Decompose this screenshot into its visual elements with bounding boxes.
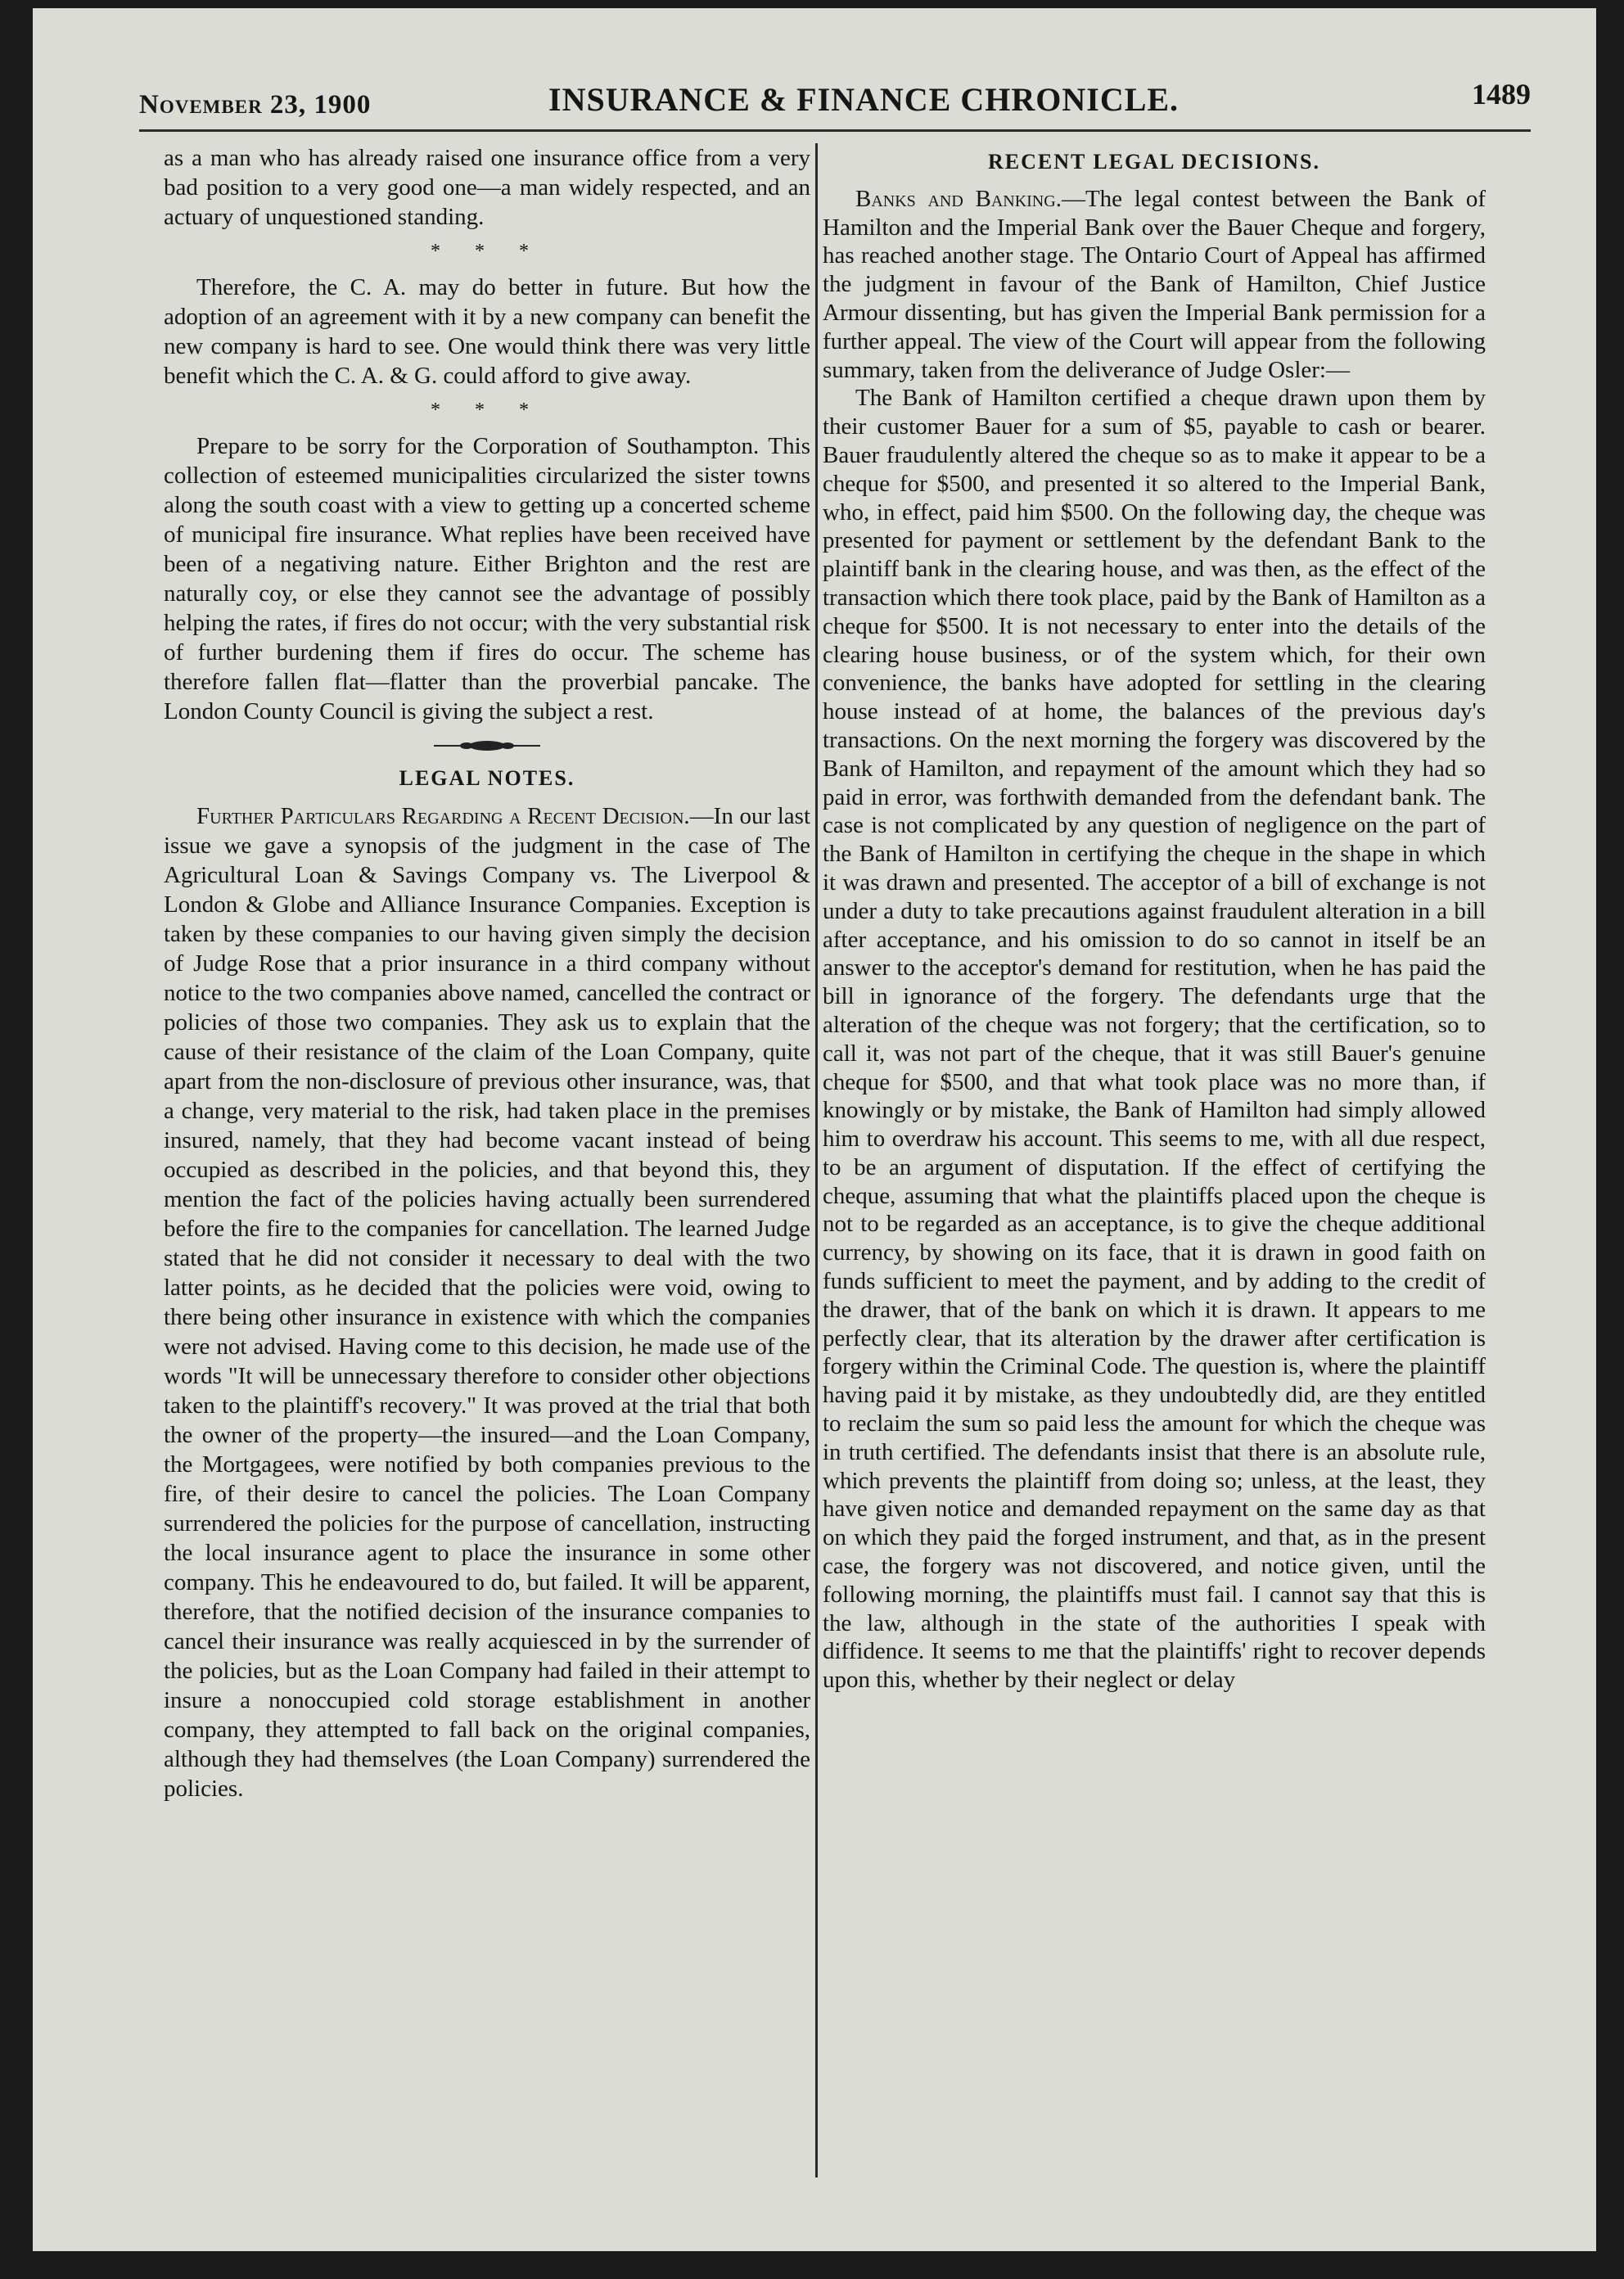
section-heading-recent-legal-decisions: RECENT LEGAL DECISIONS. (987, 150, 1321, 174)
right-column (823, 143, 1486, 1695)
banks-lead: Banks and Banking. (855, 185, 1062, 212)
paragraph-ca: Therefore, the C. A. may do better in future. But how the adoption of an agreement with it by a new company can benefit the new company is hard to see. One would think there was very little benefit which the C. A. & G. could afford to give away. (164, 274, 810, 389)
paragraph-osler-judgment: The Bank of Hamilton certified a cheque drawn upon them by their customer Bauer for a sum of $5, payable to cash or bearer. Bauer fraudulently altered the cheque so as to make it appear to be a cheque for $500, and presented it so altered to the Imperial Bank, who, in effect, paid him $500. On the following day, the cheque was presented for payment or settlement by the defendant Bank to the plaintiff bank in the clearing house, and was then, as the effect of the transaction which there took place, paid by the Bank of Hamilton as a cheque for $500. It is not necessary to enter into the details of the clearing house business, or of the system which, for their own convenience, the banks have adopted for settling in the clearing house instead of at home, the balances of the previous day's transactions. On the next morning the forgery was discovered by the Bank of Hamilton, and repayment of the amount which they had so paid in error, was forthwith demanded from the defendant bank. The case is not complicated by any question of negligence on the part of the Bank of Hamilton in certifying the cheque in the shape in which it was drawn and presented. The acceptor of a bill of exchange is not under a duty to take precautions against fraudulent alteration in a bill after acceptance, and his omission to do so cannot in itself be an answer to the acceptor's demand for restitution, when he has paid the bill in ignorance of the forgery. The defendants urge that the alteration of the cheque was not forgery; that the certification, so to call it, was not part of the cheque, that it was still Bauer's genuine cheque for $500, and that what took place was no more than, if knowingly or by mistake, the Bank of Hamilton had simply allowed him to overdraw his account. This seems to me, with all due respect, to be an argument of disputation. If the effect of certifying the cheque, assuming that what the plaintiffs placed upon the cheque is not to be regarded as an acceptance, is to give the cheque additional currency, by showing on its face, that it is drawn in good faith on funds sufficient to meet the payment, and by adding to the credit of the drawer, that of the bank on which it is drawn. It appears to me perfectly clear, that its alteration by the drawer after certification is forgery within the Criminal Code. The question is, where the plaintiff having paid it by mistake, as they undoubtedly did, are they entitled to reclaim the sum so paid less the amount for which the cheque was in truth certified. The defendants insist that there is an absolute rule, which prevents the plaintiff from doing so; unless, at the least, they have given notice and demanded repayment on the same day as that on which they paid the forged instrument, and that, as in the present case, the forgery was not discovered, and notice given, until the following morning, the plaintiffs must fail. I cannot say that this is the law, although in the state of the authorities I speak with diffidence. It seems to me that the plaintiffs' right to recover depends upon this, whether by their neglect or delay (823, 385, 1486, 1694)
legal-notes-lead: Further Particulars Regarding a Recent Decision. (196, 803, 690, 829)
issue-date: November 23, 1900 (139, 90, 372, 120)
newspaper-page (33, 8, 1596, 2251)
header-rule (139, 129, 1531, 132)
page-number: 1489 (1472, 78, 1531, 111)
page-header (139, 57, 1531, 123)
publication-title: INSURANCE & FINANCE CHRONICLE. (548, 81, 1180, 118)
paragraph-legal-notes (164, 801, 810, 1803)
paragraph-continuation: as a man who has already raised one insurance office from a very bad position to a very good one—a man widely respected, and an actuary of unquestioned standing. (164, 145, 810, 230)
section-separator: * * * (431, 241, 544, 262)
banks-intro-body: —The legal contest between the Bank of Hamilton and the Imperial Bank over the Bauer Cheque and forgery, has reached another stage. The Ontario Court of Appeal has affirmed the judgment in favour of the Bank of Hamilton, Chief Justice Armour dissenting, but has given the Imperial Bank permission for a further appeal. The view of the Court will appear from the following summary, taken from the deliverance of Judge Osler:— (823, 185, 1486, 383)
section-separator: * * * (431, 399, 544, 421)
legal-notes-body: —In our last issue we gave a synopsis of the judgment in the case of The Agricultural Loan & Savings Company vs. The Liverpool & London & Globe and Alliance Insurance Companies. Exception is taken by these companies to our having given simply the decision of Judge Rose that a prior insurance in a third company without notice to the two companies above named, cancelled the contract or policies of those two companies. They ask us to explain that the cause of their resistance of the claim of the Loan Company, quite apart from the non-disclosure of previous other insurance, was, that a change, very material to the risk, had taken place in the premises insured, namely, that they had become vacant instead of being occupied as described in the policies, and that beyond this, they mention the fact of the policies having actually been surrendered before the fire to the companies for cancellation. The learned Judge stated that he did not consider it necessary to deal with the two latter points, as he decided that the policies were void, owing to there being other insurance in existence with which the companies were not advised. Having come to this decision, he made use of the words "It will be unnecessary therefore to consider other objections taken to the plaintiff's recovery." It was proved at the trial that both the owner of the property—the insured—and the Loan Company, the Mortgagees, were notified by both companies previous to the fire, of their desire to cancel the policies. The Loan Company surrendered the policies for the purpose of cancellation, instructing the local insurance agent to place the insurance in some other company. This he endeavoured to do, but failed. It will be apparent, therefore, that the notified decision of the insurance companies to cancel their insurance was really acquiesced in by the surrender of the policies, but as the Loan Company had failed in their attempt to insure a nonoccupied cold storage establishment in another company, they attempted to fall back on the original companies, although they had themselves (the Loan Company) surrendered the policies. (164, 803, 811, 1802)
section-heading-legal-notes: LEGAL NOTES. (399, 766, 575, 790)
left-column (164, 143, 810, 1803)
ornament-divider (164, 729, 810, 759)
paragraph-southampton: Prepare to be sorry for the Corporation of Southampton. This collection of esteemed municipalities circularized the sister towns along the south coast with a view to getting up a concerted scheme of municipal fire insurance. What replies have been received have been of a negativing nature. Either Brighton and the rest are naturally coy, or else they cannot see the advantage of possibly helping the rates, if fires do not occur; with the very substantial risk of further burdening them if fires do occur. The scheme has therefore fallen flat—flatter than the proverbial pancake. The London County Council is giving the subject a rest. (164, 433, 810, 724)
paragraph-banks-intro (823, 185, 1486, 385)
column-rule (815, 143, 818, 2177)
